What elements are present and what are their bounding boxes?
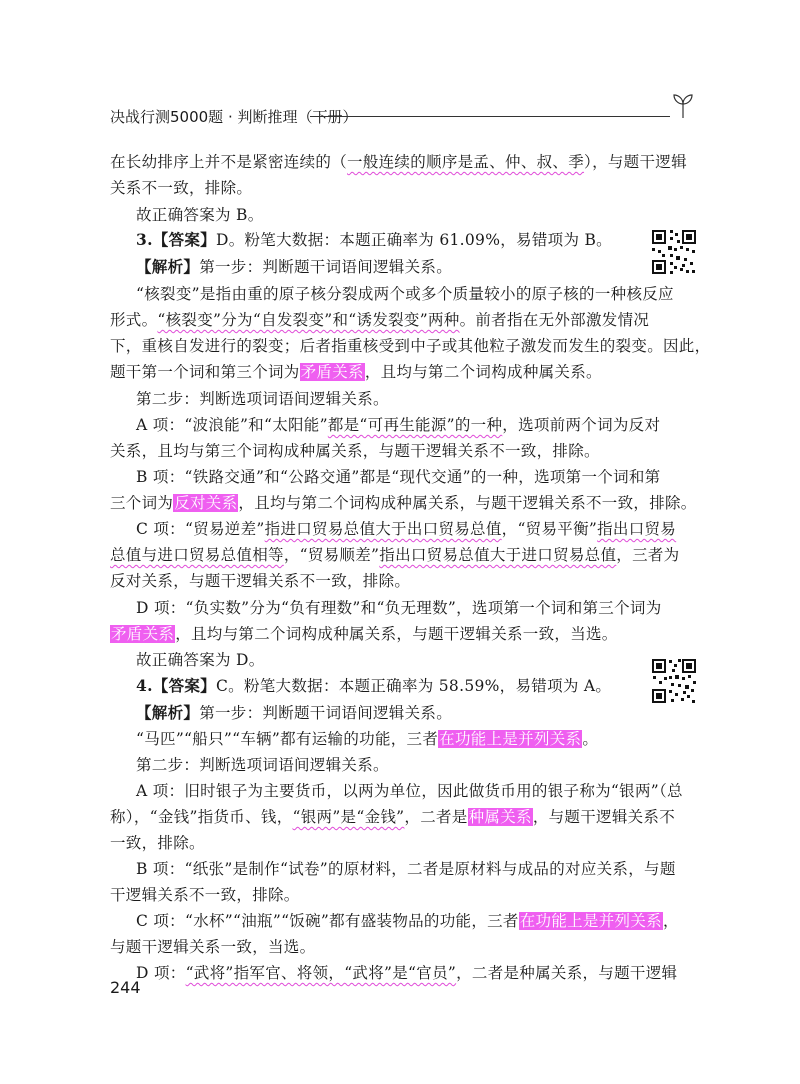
running-header — [110, 102, 700, 132]
text-line — [110, 620, 640, 648]
highlighted-text: 反对关系 — [174, 494, 238, 512]
text-line — [136, 907, 679, 935]
underlined-text: “核裂变”分为“自发裂变”和“诱发裂变”两种 — [157, 311, 460, 329]
text-segment: 题干第一个词和第三个词为 — [110, 363, 300, 381]
text-segment: A 项：“波浪能”和“太阳能” — [136, 416, 328, 434]
text-segment: ，与题干逻辑关系不 — [532, 808, 676, 826]
text-line — [136, 594, 666, 622]
text-segment: 三个词为 — [110, 494, 174, 512]
underlined-text: “武将”指军官、将领，“武将”是“官员” — [185, 964, 457, 982]
text-segment: ，“贸易平衡” — [501, 520, 598, 538]
text-line — [110, 489, 697, 517]
text-line — [136, 646, 666, 674]
text-line — [110, 174, 640, 202]
highlighted-text: 种属关系 — [468, 808, 532, 826]
underlined-text: 指出口贸易 — [597, 520, 677, 538]
text-segment: ， — [662, 912, 679, 930]
section-label: 【解析】 — [136, 703, 200, 722]
underlined-text: 指出口贸易总值大于进口贸易总值 — [379, 546, 617, 564]
text-line — [136, 411, 666, 439]
text-segment: “马匹”“船只”“车辆”都有运输的功能，三者 — [136, 730, 439, 748]
text-segment: 故正确答案为 D。 — [136, 651, 265, 669]
section-label: 【解析】 — [136, 257, 200, 276]
text-segment: D。粉笔大数据：本题正确率为 61.09%，易错项为 B。 — [215, 231, 612, 249]
text-segment: C。粉笔大数据：本题正确率为 58.59%，易错项为 A。 — [215, 677, 612, 695]
text-segment: “核裂变”是指由重的原子核分裂成两个或多个质量较小的原子核的一种核反应 — [136, 285, 674, 303]
text-line — [136, 777, 683, 805]
text-segment: ，且均与第二个词构成种属关系。 — [364, 363, 602, 381]
text-segment: B 项：“纸张”是制作“试卷”的原材料，二者是原材料与成品的对应关系，与题 — [136, 860, 676, 878]
text-segment: 在长幼排序上并不是紧密连续的（ — [110, 153, 348, 171]
text-segment: ，二者是种属关系，与题干逻辑 — [456, 964, 678, 982]
qr-code-icon[interactable] — [650, 228, 698, 276]
underlined-text: 指进口贸易总值大于出口贸易总值 — [264, 520, 502, 538]
highlighted-text: 在功能上是并列关系 — [439, 730, 582, 748]
text-segment: ，且均与第二个词构成种属关系，与题干逻辑关系一致，当选。 — [175, 625, 618, 643]
text-line — [136, 463, 666, 491]
text-segment: 一致，排除。 — [110, 834, 205, 852]
text-segment: ，且均与第二个词构成种属关系，与题干逻辑关系不一致，排除。 — [238, 494, 697, 512]
text-line — [136, 855, 676, 883]
text-segment: 关系，且均与第三个词构成种属关系，与题干逻辑关系不一致，排除。 — [110, 442, 600, 460]
page-number: 244 — [110, 978, 141, 997]
text-line — [110, 567, 640, 595]
text-segment: 。 — [582, 730, 599, 748]
underlined-text: 总值与进口贸易总值相等 — [110, 546, 284, 564]
text-line — [110, 933, 640, 961]
text-line — [110, 803, 676, 831]
text-segment: 反对关系，与题干逻辑关系不一致，排除。 — [110, 572, 411, 590]
text-segment: 第一步：判断题干词语间逻辑关系。 — [199, 704, 453, 722]
text-segment: D 项： — [136, 964, 186, 982]
underlined-text: 一般连续的顺序是孟、仲、叔、季 — [347, 153, 585, 171]
header-title: 决战行测5000题 · 判断推理（下册） — [110, 108, 358, 126]
sprout-icon — [668, 90, 698, 120]
header-rule — [310, 116, 670, 117]
text-line — [110, 437, 640, 465]
text-line — [110, 829, 640, 857]
text-segment: 下，重核自发进行的裂变；后者指重核受到中子或其他粒子激发而发生的裂变。因此， — [110, 337, 711, 355]
text-segment: ，“贸易顺差” — [283, 546, 380, 564]
text-segment: 故正确答案为 B。 — [136, 206, 264, 224]
text-line — [110, 541, 680, 569]
text-segment: 。前者指在无外部激发情况 — [459, 311, 650, 329]
text-line — [136, 385, 666, 413]
text-segment: 与题干逻辑关系一致，当选。 — [110, 938, 316, 956]
text-segment: ，三者为 — [616, 546, 680, 564]
section-label: 4.【答案】 — [136, 676, 216, 695]
text-line — [136, 201, 666, 229]
text-segment: 称），“金钱”指货币、钱， — [110, 808, 293, 826]
text-line — [136, 725, 666, 753]
text-segment: 第一步：判断题干词语间逻辑关系。 — [199, 258, 453, 276]
section-label: 3.【答案】 — [136, 230, 216, 249]
text-segment: ，二者是 — [404, 808, 468, 826]
text-line — [110, 881, 640, 909]
text-segment: 干逻辑关系不一致，排除。 — [110, 886, 300, 904]
text-segment: C 项：“水杯”“油瓶”“饭碗”都有盛装物品的功能，三者 — [136, 912, 519, 930]
text-line — [110, 358, 640, 386]
text-segment: 第二步：判断选项词语间逻辑关系。 — [136, 756, 389, 774]
text-segment: B 项：“铁路交通”和“公路交通”都是“现代交通”的一种，选项第一个词和第 — [136, 468, 661, 486]
text-line — [136, 959, 678, 987]
underlined-text: 都是“可再生能源”的一种 — [327, 416, 503, 434]
qr-code-icon[interactable] — [650, 657, 698, 705]
text-segment: ），与题干逻辑 — [584, 153, 687, 171]
text-segment: 关系不一致，排除。 — [110, 179, 253, 197]
text-segment: D 项：“负实数”分为“负有理数”和“负无理数”，选项第一个词和第三个词为 — [136, 599, 662, 617]
text-line — [136, 226, 666, 254]
text-segment: 第二步：判断选项词语间逻辑关系。 — [136, 390, 389, 408]
text-line — [136, 280, 674, 308]
text-line — [136, 515, 677, 543]
text-line — [136, 751, 666, 779]
text-line — [110, 306, 650, 334]
highlighted-text: 在功能上是并列关系 — [519, 912, 662, 930]
text-segment: ，选项前两个词为反对 — [502, 416, 661, 434]
text-line — [110, 332, 711, 360]
text-line — [136, 672, 666, 700]
text-segment: C 项：“贸易逆差” — [136, 520, 265, 538]
text-line — [110, 148, 687, 176]
highlighted-text: 矛盾关系 — [300, 363, 364, 381]
underlined-text: “银两”是“金钱” — [292, 808, 405, 826]
text-segment: 形式。 — [110, 311, 158, 329]
highlighted-text: 矛盾关系 — [111, 625, 175, 643]
text-segment: A 项：旧时银子为主要货币，以两为单位，因此做货币用的银子称为“银两”（总 — [136, 782, 683, 800]
text-line — [136, 699, 666, 727]
text-line — [136, 253, 666, 281]
